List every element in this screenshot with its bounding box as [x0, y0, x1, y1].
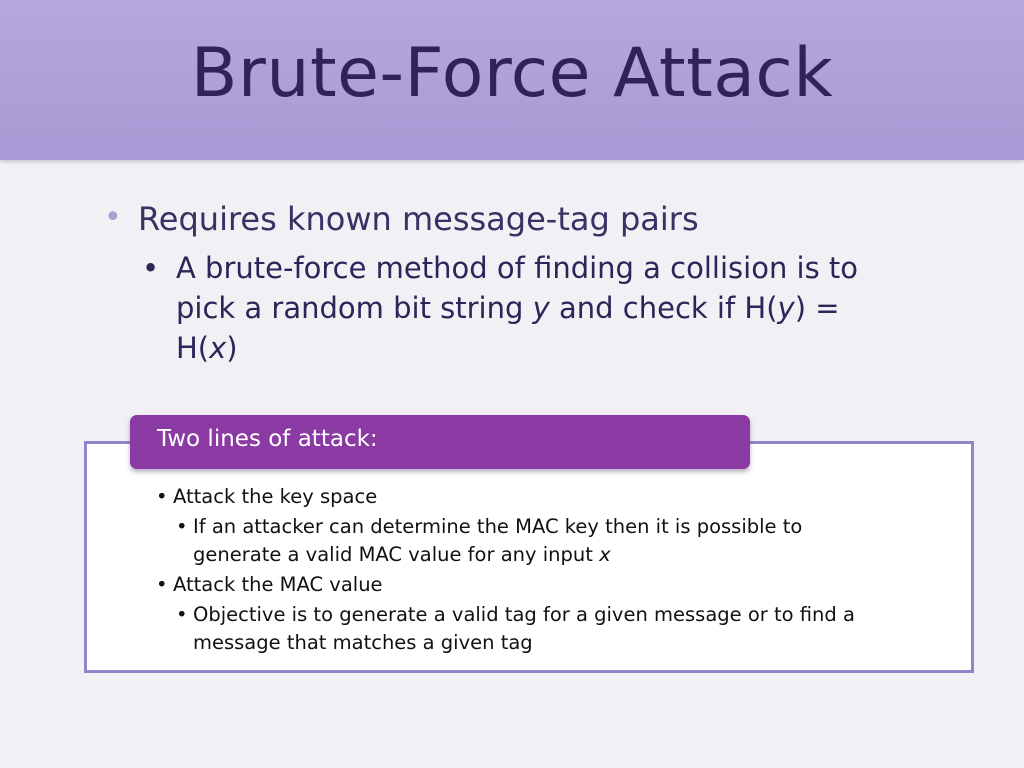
callout-item-text: Attack the MAC value	[173, 573, 383, 596]
callout-item-text: Attack the key space	[173, 485, 378, 508]
variable-x: x	[209, 331, 227, 366]
callout-subitem-text: Objective is to generate a valid tag for a given message or to find a message that matches a given tag	[193, 603, 855, 654]
slide-title: Brute-Force Attack	[190, 34, 834, 113]
bullet-dot-icon: •	[156, 485, 168, 508]
callout-heading-tab	[130, 415, 750, 469]
callout-item	[156, 571, 896, 599]
callout-subitem	[176, 601, 896, 657]
bullet-dot-icon: •	[142, 251, 160, 286]
sub-bullet-text-part: )	[226, 331, 238, 366]
bullet-text: Requires known message-tag pairs	[138, 200, 699, 238]
sub-bullet-text-part: A brute-force method of finding a collision is to pick a random bit string	[176, 251, 859, 326]
main-content	[104, 200, 934, 368]
callout-subitem-text: If an attacker can determine the MAC key then it is possible to generate a valid MAC value for any input	[193, 515, 803, 566]
sub-bullet-text-part: ) = H(	[176, 291, 840, 366]
callout-list	[156, 483, 896, 659]
bullet-dot-icon: •	[176, 515, 188, 538]
callout-item	[156, 483, 896, 511]
bullet-item	[104, 200, 934, 238]
sub-bullet-item	[142, 248, 896, 368]
variable-y: y	[777, 291, 795, 326]
bullet-dot-icon: •	[104, 200, 122, 235]
sub-bullet-text-part: and check if H(	[549, 291, 778, 326]
variable-x: x	[599, 543, 611, 566]
callout-subitem	[176, 513, 896, 569]
bullet-dot-icon: •	[156, 573, 168, 596]
callout-heading: Two lines of attack:	[157, 426, 378, 452]
variable-y: y	[532, 291, 550, 326]
bullet-dot-icon: •	[176, 603, 188, 626]
